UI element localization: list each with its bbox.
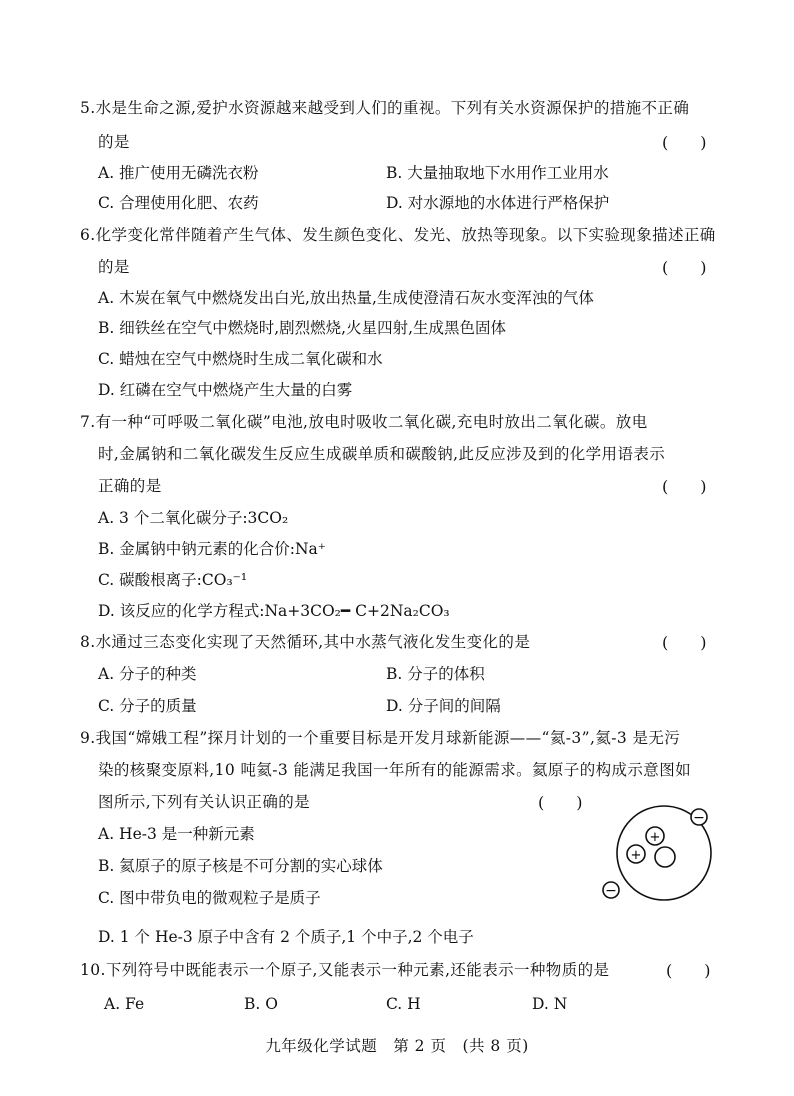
svg-text:−: − [605, 883, 617, 899]
page-footer: 九年级化学试题 第 2 页 (共 8 页) [265, 1037, 529, 1055]
q9-option-d: D. 1 个 He-3 原子中含有 2 个质子,1 个中子,2 个电子 [98, 928, 474, 946]
q5-option-b: B. 大量抽取地下水用作工业用水 [386, 164, 609, 182]
proton-upper [646, 827, 664, 845]
q9-stem-line1: 9.我国“嫦娥工程”探月计划的一个重要目标是开发月球新能源——“氦-3”,氦-3 是无污 [80, 729, 681, 747]
q8-stem: 8.水通过三态变化实现了天然循环,其中水蒸气液化发生变化的是 [80, 633, 531, 651]
q5-stem-line2: 的是 [98, 133, 130, 151]
svg-text:+: + [649, 830, 661, 845]
q6-option-a: A. 木炭在氧气中燃烧发出白光,放出热量,生成使澄清石灰水变浑浊的气体 [98, 289, 594, 307]
q6-option-b: B. 细铁丝在空气中燃烧时,剧烈燃烧,火星四射,生成黑色固体 [98, 319, 507, 337]
q6-stem-line2: 的是 [98, 258, 130, 276]
q9-stem-line3: 图所示,下列有关认识正确的是 [98, 793, 311, 811]
q7-option-c: C. 碳酸根离子:CO₃⁻¹ [98, 571, 248, 589]
electron-bottom-left [603, 882, 619, 899]
svg-text:−: − [693, 810, 705, 826]
q5-answer-bracket: ( ) [662, 133, 707, 152]
electron-top-right [691, 809, 707, 826]
q9-option-a: A. He-3 是一种新元素 [98, 825, 255, 843]
q9-option-c: C. 图中带负电的微观粒子是质子 [98, 889, 321, 907]
q8-option-b: B. 分子的体积 [386, 665, 485, 683]
q10-option-c: C. H [386, 995, 421, 1013]
q10-option-b: B. O [244, 995, 278, 1013]
q9-stem-line2: 染的核聚变原料,10 吨氦-3 能满足我国一年所有的能源需求。氦原子的构成示意图如 [98, 761, 692, 779]
svg-text:+: + [630, 848, 642, 863]
q10-option-d: D. N [532, 995, 568, 1013]
helium-atom-diagram [594, 805, 744, 905]
neutron [655, 847, 675, 867]
q7-stem-line3: 正确的是 [98, 477, 162, 495]
q8-answer-bracket: ( ) [662, 633, 707, 652]
q5-stem-line1: 5.水是生命之源,爱护水资源越来越受到人们的重视。下列有关水资源保护的措施不正确 [80, 99, 690, 117]
q10-stem: 10.下列符号中既能表示一个原子,又能表示一种元素,还能表示一种物质的是 [80, 961, 610, 979]
q10-answer-bracket: ( ) [666, 961, 711, 980]
q10-option-a: A. Fe [104, 995, 145, 1013]
proton-lower [627, 845, 645, 863]
q6-stem-line1: 6.化学变化常伴随着产生气体、发生颜色变化、发光、放热等现象。以下实验现象描述正确 [80, 226, 716, 244]
q7-stem-line2: 时,金属钠和二氧化碳发生反应生成碳单质和碳酸钠,此反应涉及到的化学用语表示 [98, 445, 666, 463]
q7-option-d: D. 该反应的化学方程式:Na+3CO₂━ C+2Na₂CO₃ [98, 602, 450, 620]
q5-option-d: D. 对水源地的水体进行严格保护 [386, 194, 610, 212]
q7-option-a: A. 3 个二氧化碳分子:3CO₂ [98, 509, 289, 527]
q5-option-c: C. 合理使用化肥、农药 [98, 194, 259, 212]
q7-stem-line1: 7.有一种“可呼吸二氧化碳”电池,放电时吸收二氧化碳,充电时放出二氧化碳。放电 [80, 413, 648, 431]
q5-option-a: A. 推广使用无磷洗衣粉 [98, 164, 259, 182]
q6-answer-bracket: ( ) [662, 258, 707, 277]
q9-option-b: B. 氦原子的原子核是不可分割的实心球体 [98, 857, 383, 875]
q7-option-b: B. 金属钠中钠元素的化合价:Na⁺ [98, 540, 326, 558]
q7-answer-bracket: ( ) [662, 477, 707, 496]
q8-option-a: A. 分子的种类 [98, 665, 197, 683]
q9-answer-bracket: ( ) [538, 793, 583, 812]
q6-option-d: D. 红磷在空气中燃烧产生大量的白雾 [98, 381, 353, 399]
q8-option-c: C. 分子的质量 [98, 697, 197, 715]
q6-option-c: C. 蜡烛在空气中燃烧时生成二氧化碳和水 [98, 350, 383, 368]
q8-option-d: D. 分子间的间隔 [386, 697, 501, 715]
